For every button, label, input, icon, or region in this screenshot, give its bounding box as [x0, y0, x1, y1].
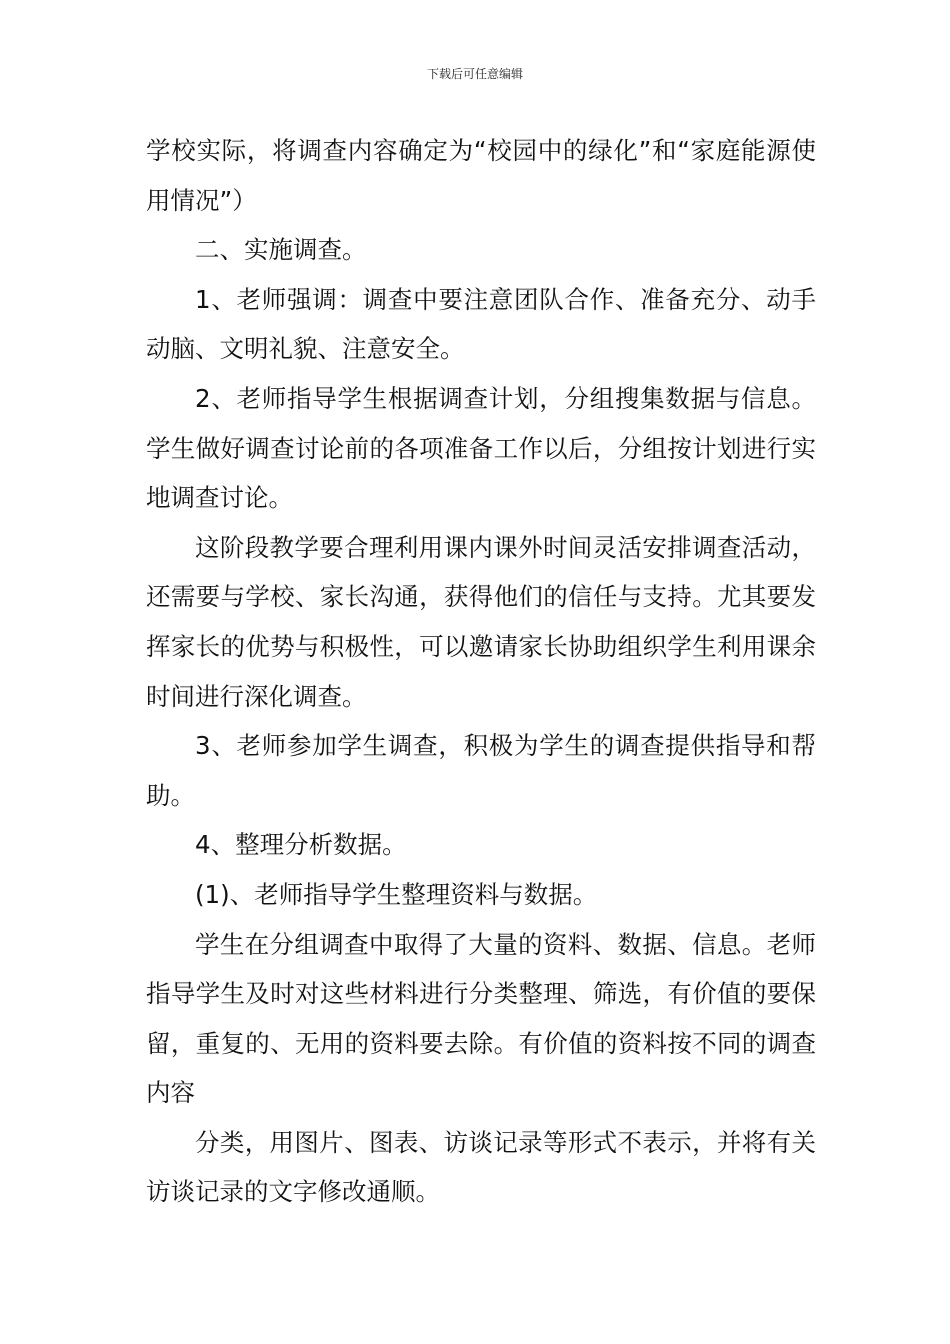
paragraph: 分类，用图片、图表、访谈记录等形式不表示，并将有关访谈记录的文字修改通顺。 [146, 1127, 816, 1207]
page-header: 下载后可任意编辑 [426, 67, 523, 81]
paragraph: 这阶段教学要合理利用课内课外时间灵活安排调查活动，还需要与学校、家长沟通，获得他们的信任与支持。尤其要发挥家长的优势与积极性，可以邀请家长协助组织学生利用课余时间进行深化调查。 [146, 532, 816, 711]
paragraph: 2、老师指导学生根据调查计划，分组搜集数据与信息。学生做好调查讨论前的各项准备工作以后，分组按计划进行实地调查讨论。 [146, 383, 816, 513]
document-body [146, 126, 816, 1217]
paragraph: 学校实际，将调查内容确定为“校园中的绿化”和“家庭能源使用情况”） [146, 136, 816, 215]
paragraph: 3、老师参加学生调查，积极为学生的调查提供指导和帮助。 [146, 731, 816, 810]
list-item-heading: 4、整理分析数据。 [195, 830, 407, 860]
paragraph: 学生在分组调查中取得了大量的资料、数据、信息。老师指导学生及时对这些材料进行分类整理、筛选，有价值的要保留，重复的、无用的资料要去除。有价值的资料按不同的调查内容 [146, 929, 816, 1108]
paragraph: 1、老师强调：调查中要注意团队合作、准备充分、动手动脑、文明礼貌、注意安全。 [146, 284, 816, 364]
sub-item-heading: (1)、老师指导学生整理资料与数据。 [195, 879, 598, 909]
section-heading: 二、实施调查。 [195, 235, 367, 265]
